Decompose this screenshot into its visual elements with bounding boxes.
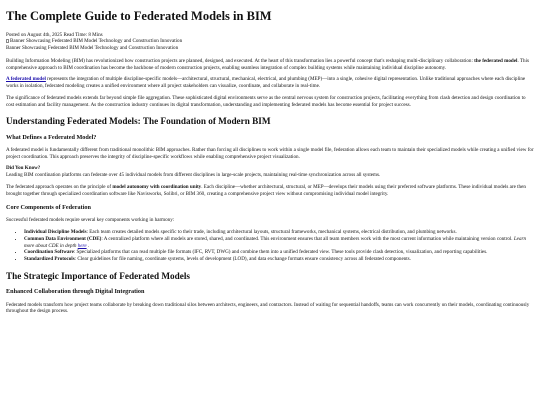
autonomy-bold-term: model autonomy with coordination unity: [112, 183, 202, 190]
article-title: The Complete Guide to Federated Models in BIM: [6, 9, 272, 23]
definition-detail-paragraph: A federated model is fundamentally different from traditional monolithic BIM approaches. Rather than forcing all disciplines to work within a single model file, federation allows each team to maintain their specialized models while creating a unified view for project coordination. This approach preserves the integrity of discipline-specific workflows while enabling comprehensive project visualization.: [6, 146, 534, 160]
post-meta: Posted on August 4th, 2025 Read Time: 8 Mins: [6, 31, 103, 38]
components-intro: Successful federated models require several key components working in harmony:: [6, 217, 175, 224]
intro-paragraph: Building Information Modeling (BIM) has revolutionized how construction projects are planned, designed, and executed. At the heart of this transformation lies a powerful concept that's reshaping multi-disciplinary collaboration: the federated model. This comprehensive approach to BIM coordination has become the backbone of modern construction projects, enabling seamless integration of complex building systems while maintaining individual discipline autonomy.: [6, 57, 529, 71]
definition-paragraph: A federated model represents the integration of multiple discipline-specific models—architectural, structural, mechanical, electrical, and plumbing (MEP)—into a single, cohesive digital representation. Unlike traditional approaches where each discipline works in isolation, federated modeling creates a unified environment where all project stakeholders can visualize, coordinate, and collaborate in real-time.: [6, 76, 526, 90]
section-heading-understanding: Understanding Federated Models: The Foundation of Modern BIM: [6, 116, 271, 127]
broken-image-icon: [6, 39, 9, 43]
list-item: • Standardized Protocols: Clear guidelines for file naming, coordinate systems, levels of development (LOD), and data exchange formats ensure consistency across all federated components.: [24, 256, 534, 263]
subheading-enhanced-collaboration: Enhanced Collaboration through Digital Integration: [6, 288, 145, 296]
banner-image: [6, 38, 534, 45]
did-you-know-title: Did You Know?: [6, 165, 41, 172]
did-you-know-text: Leading BIM coordination platforms can federate over 45 individual models from different disciplines in large-scale projects, maintaining real-time synchronization across all systems.: [6, 172, 381, 179]
banner-image-alt-text: Banner Showcasing Federated BIM Model Technology and Construction Innovation: [10, 38, 183, 45]
federated-approach-paragraph: The federated approach operates on the principle of model autonomy with coordination unity. Each discipline—whether architectural, structural, or MEP—develops their models using their preferred software platforms. These individual models are then brought together through specialized coordination software like Navisworks, Solibri, or BIM 360, creating a comprehensive project view without compromising individual model integrity.: [6, 183, 526, 197]
banner-caption: Banner Showcasing Federated BIM Model Technology and Construction Innovation: [6, 45, 179, 52]
list-item: • Individual Discipline Models: Each team creates detailed models specific to their trade, including architectural layouts, structural frameworks, mechanical systems, electrical distribution, and plumbing networks.: [24, 229, 534, 236]
components-list: [6, 229, 534, 263]
subheading-what-defines: What Defines a Federated Model?: [6, 133, 97, 141]
collaboration-paragraph: Federated models transform how project teams collaborate by breaking down traditional silos between architects, engineers, and contractors. Instead of waiting for sequential handoffs, teams can work concurrently on their models, coordinating continuously throughout the design process.: [6, 301, 530, 315]
significance-paragraph: The significance of federated models extends far beyond simple file aggregation. These sophisticated digital environments serve as the central nervous system for construction projects, facilitating everything from clash detection and design coordination to cost estimation and facility management. As the construction industry continues its digital transformation, understanding and implementing federated models has become essential for project success.: [6, 94, 526, 108]
section-heading-strategic: The Strategic Importance of Federated Models: [6, 270, 190, 281]
federated-model-link[interactable]: A federated model: [6, 76, 46, 83]
subheading-core-components: Core Components of Federation: [6, 204, 91, 212]
list-item: • Coordination Software: Specialized platforms that can read multiple file formats (IFC, RVT, DWG) and combine them into a unified federated view. These tools provide clash detection, visualization, and reporting capabilities.: [24, 249, 534, 256]
list-item: • Common Data Environment (CDE): A centralized platform where all models are stored, shared, and coordinated. This environment ensures that all team members work with the most current information while maintaining version control. Learn more about CDE in depth here .: [24, 236, 534, 249]
cde-learn-more-link[interactable]: here: [77, 242, 87, 249]
intro-bold-term: the federated model: [474, 57, 518, 64]
